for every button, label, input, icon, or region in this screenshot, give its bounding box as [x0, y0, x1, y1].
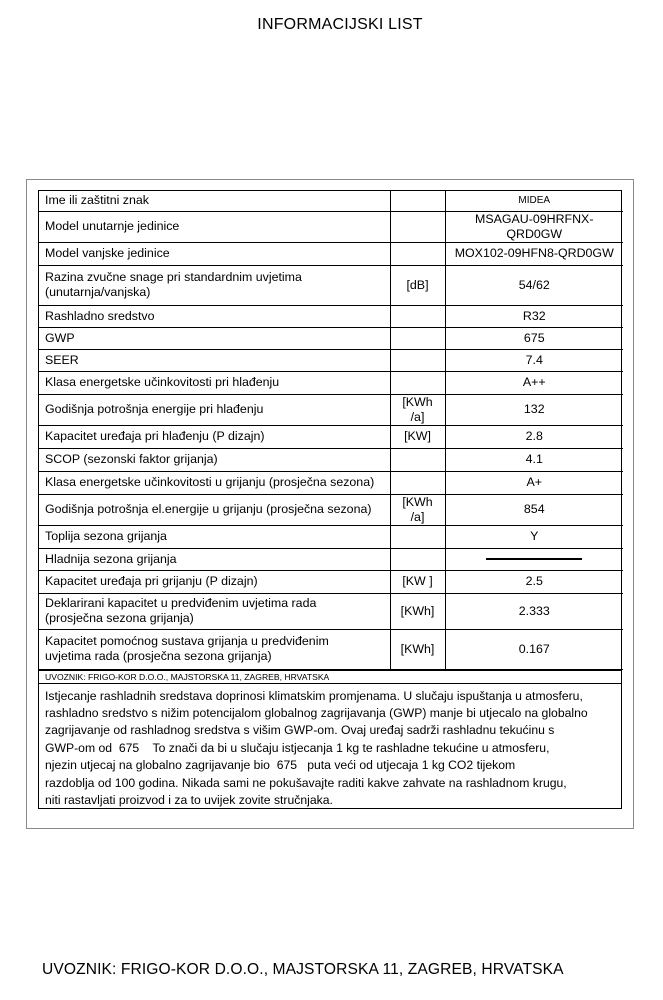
warning-line: njezin utjecaj na globalno zagrijavanje bio 675 puta veći od utjecaja 1 kg CO2 tijekom — [45, 758, 516, 773]
spec-value: 2.5 — [445, 570, 623, 593]
spec-unit — [390, 448, 445, 471]
spec-label: Model vanjske jedinice — [39, 242, 390, 265]
spec-unit — [390, 471, 445, 494]
spec-row — [39, 548, 623, 570]
spec-row — [39, 327, 623, 349]
spec-row — [39, 570, 623, 593]
spec-row — [39, 265, 623, 305]
spec-table — [39, 191, 623, 670]
importer-footer: UVOZNIK: FRIGO-KOR D.O.O., MAJSTORSKA 11, ZAGREB, HRVATSKA — [42, 961, 564, 978]
spec-unit — [390, 305, 445, 327]
spec-value: 854 — [445, 494, 623, 525]
spec-row — [39, 448, 623, 471]
spec-label: GWP — [39, 327, 390, 349]
spec-value: 2.333 — [445, 593, 623, 629]
spec-value: MSAGAU-09HRFNX-QRD0GW — [445, 211, 623, 242]
spec-row — [39, 593, 623, 629]
spec-row — [39, 191, 623, 211]
spec-value: 54/62 — [445, 265, 623, 305]
spec-row — [39, 425, 623, 448]
spec-value — [445, 548, 623, 570]
document-title: INFORMACIJSKI LIST — [257, 16, 423, 33]
spec-unit: [KWh /a] — [390, 394, 445, 425]
spec-value: 4.1 — [445, 448, 623, 471]
spec-row — [39, 371, 623, 394]
spec-label: Rashladno sredstvo — [39, 305, 390, 327]
spec-label: Toplija sezona grijanja — [39, 525, 390, 548]
spec-unit — [390, 191, 445, 211]
spec-unit — [390, 327, 445, 349]
spec-value: MIDEA — [445, 191, 623, 211]
spec-row — [39, 525, 623, 548]
spec-unit — [390, 349, 445, 371]
spec-label: Hladnija sezona grijanja — [39, 548, 390, 570]
spec-label: Kapacitet uređaja pri grijanju (P dizajn) — [39, 570, 390, 593]
spec-row — [39, 494, 623, 525]
refrigerant-warning — [39, 684, 621, 808]
spec-unit — [390, 525, 445, 548]
spec-row — [39, 349, 623, 371]
spec-table-body — [39, 191, 623, 669]
spec-unit: [KW ] — [390, 570, 445, 593]
spec-label: Klasa energetske učinkovitosti u grijanju (prosječna sezona) — [39, 471, 390, 494]
warning-line: rashladno sredstvo s nižim potencijalom globalnog zagrijavanja (GWP) manje bi utjecalo na globalno — [45, 705, 588, 720]
spec-unit — [390, 371, 445, 394]
spec-value: MOX102-09HFN8-QRD0GW — [445, 242, 623, 265]
spec-row — [39, 211, 623, 242]
spec-value: 2.8 — [445, 425, 623, 448]
spec-unit: [KW] — [390, 425, 445, 448]
spec-value: A+ — [445, 471, 623, 494]
spec-value: 0.167 — [445, 629, 623, 669]
spec-row — [39, 305, 623, 327]
spec-value: 7.4 — [445, 349, 623, 371]
spec-unit: [KWh /a] — [390, 494, 445, 525]
spec-unit: [dB] — [390, 265, 445, 305]
warning-line: niti rastavljati proizvod i za to uvijek zovite stručnjaka. — [45, 792, 333, 807]
spec-unit — [390, 242, 445, 265]
spec-label: Model unutarnje jedinice — [39, 211, 390, 242]
spec-unit — [390, 211, 445, 242]
spec-label: Kapacitet pomoćnog sustava grijanja u predviđenim uvjetima rada (prosječna sezona grijanja) — [39, 629, 390, 669]
warning-line: razdoblja od 100 godina. Nikada sami ne pokušavajte raditi kakve zahvate na rashladnom krugu, — [45, 775, 567, 790]
warning-line: Istjecanje rashladnih sredstava doprinosi klimatskim promjenama. U slučaju ispuštanja u atmosferu, — [45, 688, 583, 703]
spec-label: SCOP (sezonski faktor grijanja) — [39, 448, 390, 471]
information-sheet — [38, 190, 622, 809]
spec-row — [39, 471, 623, 494]
spec-label: Razina zvučne snage pri standardnim uvjetima (unutarnja/vanjska) — [39, 265, 390, 305]
empty-value-dash — [486, 558, 582, 560]
warning-line: GWP-om od 675 To znači da bi u slučaju istjecanja 1 kg te rashladne tekućine u atmosferu, — [45, 740, 550, 755]
importer-line-small: UVOZNIK: FRIGO-KOR D.O.O., MAJSTORSKA 11, ZAGREB, HRVATSKA — [39, 670, 621, 684]
spec-row — [39, 629, 623, 669]
spec-value: R32 — [445, 305, 623, 327]
spec-unit: [KWh] — [390, 629, 445, 669]
spec-label: Godišnja potrošnja el.energije u grijanju (prosječna sezona) — [39, 494, 390, 525]
warning-line: zagrijavanje od rashladnog sredstva s višim GWP-om. Ovaj uređaj sadrži rashladnu tekućinu s — [45, 723, 555, 738]
spec-value: 675 — [445, 327, 623, 349]
spec-unit — [390, 548, 445, 570]
spec-label: Godišnja potrošnja energije pri hlađenju — [39, 394, 390, 425]
spec-label: Deklarirani kapacitet u predviđenim uvjetima rada (prosječna sezona grijanja) — [39, 593, 390, 629]
spec-value: A++ — [445, 371, 623, 394]
spec-label: Ime ili zaštitni znak — [39, 191, 390, 211]
spec-row — [39, 394, 623, 425]
spec-value: 132 — [445, 394, 623, 425]
spec-label: Klasa energetske učinkovitosti pri hlađenju — [39, 371, 390, 394]
spec-label: Kapacitet uređaja pri hlađenju (P dizajn) — [39, 425, 390, 448]
spec-label: SEER — [39, 349, 390, 371]
spec-row — [39, 242, 623, 265]
spec-unit: [KWh] — [390, 593, 445, 629]
spec-value: Y — [445, 525, 623, 548]
